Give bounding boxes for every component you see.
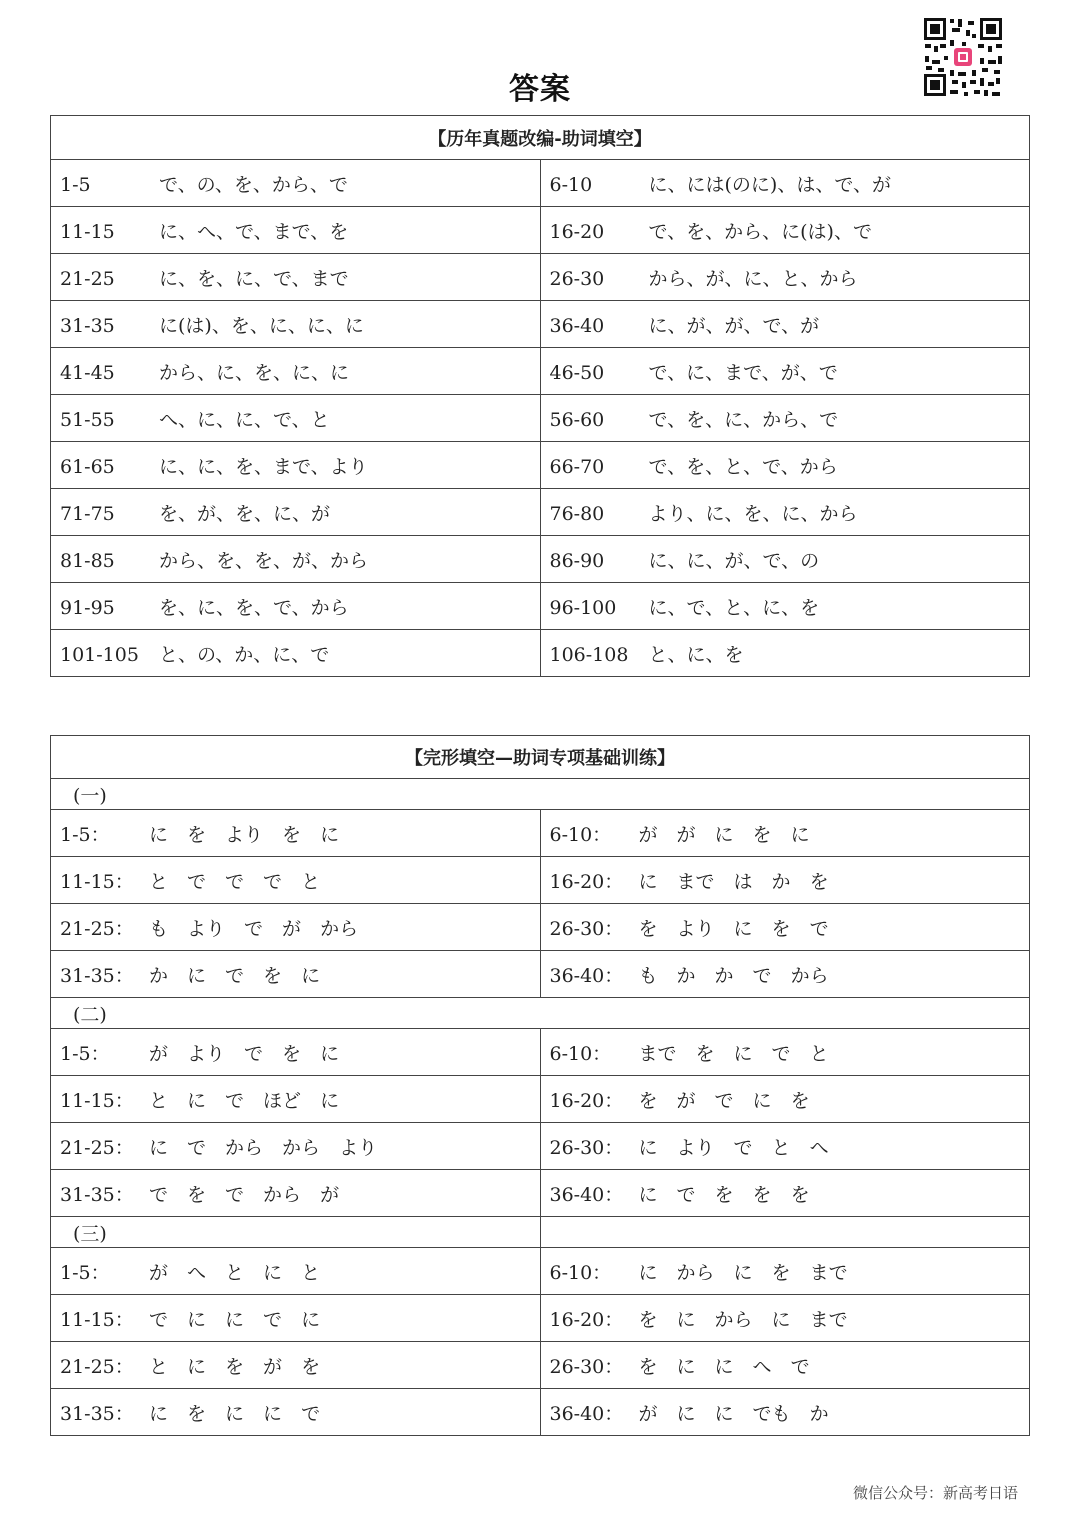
answer-text: と、に、を <box>648 643 744 666</box>
answer-word: が <box>676 1089 696 1112</box>
answer-text: で、を、から、に(は)、で <box>648 220 872 243</box>
answer-word: より <box>676 917 715 940</box>
answer-cell <box>51 904 541 951</box>
answer-word: に <box>301 964 321 987</box>
answer-word: へ <box>809 1136 829 1159</box>
answer-word: を <box>752 823 772 846</box>
answer-word: へ <box>752 1355 772 1378</box>
answer-word: に <box>733 1261 753 1284</box>
answer-word: を <box>225 1355 245 1378</box>
question-range: 66-70 <box>549 455 605 478</box>
table-row <box>51 254 1030 301</box>
answer-word: から <box>790 964 829 987</box>
question-range: 26-30： <box>549 1355 624 1378</box>
answer-cell <box>51 207 541 254</box>
answer-word: ほど <box>263 1089 302 1112</box>
answer-cell <box>540 1029 1030 1076</box>
table-row <box>51 395 1030 442</box>
answer-word: で <box>771 1042 791 1065</box>
answer-cell <box>540 301 1030 348</box>
answer-word: でも <box>752 1402 791 1425</box>
question-range: 16-20 <box>549 220 605 243</box>
answer-word: に <box>320 1042 340 1065</box>
answer-word: を <box>301 1355 321 1378</box>
answer-cell <box>51 951 541 998</box>
answer-word: が <box>149 1261 169 1284</box>
question-range: 11-15 <box>60 220 115 243</box>
question-range: 16-20： <box>549 870 624 893</box>
table-header-row <box>51 736 1030 779</box>
answer-word: より <box>187 917 226 940</box>
group-label: (一) <box>51 779 1030 810</box>
answer-cell <box>540 1170 1030 1217</box>
answer-text: から、が、に、と、から <box>648 267 858 290</box>
answer-word: を <box>771 917 791 940</box>
answer-word: を <box>638 1308 658 1331</box>
answer-text: から、を、を、が、から <box>159 549 369 572</box>
answer-word: で <box>149 1183 169 1206</box>
question-range: 6-10 <box>549 173 593 196</box>
answer-cell <box>51 489 541 536</box>
answer-cell <box>51 810 541 857</box>
answer-word: と <box>225 1261 245 1284</box>
answer-word: に <box>225 1402 245 1425</box>
answer-cell <box>540 904 1030 951</box>
answer-word: で <box>790 1355 810 1378</box>
empty-cell <box>540 1217 1030 1248</box>
answer-cell <box>51 254 541 301</box>
table-row <box>51 857 1030 904</box>
answer-word: を <box>187 1402 207 1425</box>
question-range: 61-65 <box>60 455 115 478</box>
answer-text: に、が、が、で、が <box>648 314 820 337</box>
answer-cell <box>51 1248 541 1295</box>
answer-word: が <box>282 917 302 940</box>
answer-text: に、で、と、に、を <box>648 596 820 619</box>
answer-word: と <box>301 870 321 893</box>
answer-cell <box>540 489 1030 536</box>
answer-word: で <box>225 1183 245 1206</box>
question-range: 41-45 <box>60 361 115 384</box>
cloze-answer-table <box>50 735 1030 1436</box>
answer-word: と <box>301 1261 321 1284</box>
question-range: 106-108 <box>549 643 629 666</box>
table-row <box>51 160 1030 207</box>
answer-word: か <box>809 1402 829 1425</box>
table-row <box>51 904 1030 951</box>
answer-word: を <box>638 1089 658 1112</box>
question-range: 26-30： <box>549 917 624 940</box>
question-range: 16-20： <box>549 1089 624 1112</box>
table-row <box>51 1342 1030 1389</box>
answer-word: が <box>320 1183 340 1206</box>
answer-word: より <box>339 1136 378 1159</box>
answer-word: に <box>771 1308 791 1331</box>
answer-word: に <box>320 1089 340 1112</box>
answer-word: に <box>733 917 753 940</box>
answer-cell <box>51 857 541 904</box>
table-row <box>51 951 1030 998</box>
answer-word: を <box>695 1042 715 1065</box>
answer-cell <box>51 1029 541 1076</box>
question-range: 46-50 <box>549 361 605 384</box>
answer-word: まで <box>638 1042 677 1065</box>
question-range: 71-75 <box>60 502 115 525</box>
answer-cell <box>540 857 1030 904</box>
question-range: 1-5 <box>60 173 91 196</box>
answer-cell <box>51 583 541 630</box>
answer-word: と <box>149 870 169 893</box>
question-range: 101-105 <box>60 643 139 666</box>
answer-cell <box>51 1342 541 1389</box>
answer-cell <box>540 348 1030 395</box>
answer-word: を <box>187 1183 207 1206</box>
answer-word: から <box>676 1261 715 1284</box>
answer-text: に、を、に、で、まで <box>159 267 349 290</box>
answer-text: に、に、を、まで、より <box>159 455 368 478</box>
answer-text: に、へ、で、まで、を <box>159 220 349 243</box>
answer-word: も <box>149 917 169 940</box>
answer-text: を、に、を、で、から <box>159 596 349 619</box>
answer-word: に <box>187 964 207 987</box>
answer-word: は <box>733 870 753 893</box>
question-range: 1-5： <box>60 1261 110 1284</box>
answer-word: に <box>187 1308 207 1331</box>
section-header: 【完形填空—助词专项基础训练】 <box>51 736 1030 779</box>
answer-word: か <box>771 870 791 893</box>
answer-text: で、を、に、から、で <box>648 408 839 431</box>
particle-answer-table <box>50 115 1030 677</box>
answer-word: に <box>301 1308 321 1331</box>
question-range: 11-15： <box>60 1308 134 1331</box>
group-label: (三) <box>51 1217 541 1248</box>
question-range: 1-5： <box>60 1042 110 1065</box>
question-range: 11-15： <box>60 870 134 893</box>
table-row <box>51 1248 1030 1295</box>
table-row <box>51 1295 1030 1342</box>
answer-cell <box>540 1295 1030 1342</box>
answer-word: に <box>638 1136 658 1159</box>
answer-word: で <box>187 1136 207 1159</box>
footer-credit: 微信公众号：新高考日语 <box>852 1484 1018 1502</box>
answer-text: に(は)、を、に、に、に <box>159 314 364 337</box>
group-label-row <box>51 779 1030 810</box>
table-row <box>51 207 1030 254</box>
answer-word: に <box>225 1308 245 1331</box>
answer-cell <box>540 1342 1030 1389</box>
answer-cell <box>51 301 541 348</box>
answer-word: が <box>638 1402 658 1425</box>
answer-word: で <box>714 1089 734 1112</box>
answer-word: と <box>771 1136 791 1159</box>
question-range: 56-60 <box>549 408 605 431</box>
answer-word: に <box>714 1355 734 1378</box>
answer-cell <box>51 1170 541 1217</box>
answer-word: で <box>225 964 245 987</box>
answer-cell <box>540 630 1030 677</box>
answer-cell <box>51 160 541 207</box>
answer-cell <box>540 951 1030 998</box>
answer-word: か <box>149 964 169 987</box>
table-header-row <box>51 116 1030 160</box>
answer-word: を <box>790 1183 810 1206</box>
question-range: 11-15： <box>60 1089 134 1112</box>
answer-word: に <box>676 1355 696 1378</box>
answer-word: で <box>733 1136 753 1159</box>
answer-cell <box>540 207 1030 254</box>
table-row <box>51 1076 1030 1123</box>
answer-word: と <box>149 1355 169 1378</box>
answer-cell <box>51 1123 541 1170</box>
answer-word: を <box>282 1042 302 1065</box>
answer-word: で <box>187 870 207 893</box>
answer-word: より <box>225 823 264 846</box>
answer-word: に <box>149 823 169 846</box>
answer-cell <box>51 348 541 395</box>
answer-word: が <box>149 1042 169 1065</box>
question-range: 1-5： <box>60 823 110 846</box>
answer-text: から、に、を、に、に <box>159 361 350 384</box>
answer-text: で、を、と、で、から <box>648 455 838 478</box>
answer-cell <box>540 160 1030 207</box>
answer-word: を <box>790 1089 810 1112</box>
answer-text: を、が、を、に、が <box>159 502 331 525</box>
table-row <box>51 301 1030 348</box>
group-label-row <box>51 1217 1030 1248</box>
answer-word: から <box>282 1136 321 1159</box>
answer-word: まで <box>809 1261 848 1284</box>
answer-word: より <box>676 1136 715 1159</box>
question-range: 36-40： <box>549 964 624 987</box>
answer-cell <box>51 395 541 442</box>
answer-cell <box>540 1123 1030 1170</box>
question-range: 31-35 <box>60 314 115 337</box>
answer-text: に、には(のに)、は、で、が <box>648 173 891 196</box>
answer-word: を <box>282 823 302 846</box>
answer-word: を <box>263 964 283 987</box>
answer-word: を <box>638 1355 658 1378</box>
answer-cell <box>540 1389 1030 1436</box>
answer-word: を <box>809 870 829 893</box>
answer-word: から <box>714 1308 753 1331</box>
group-label-row <box>51 998 1030 1029</box>
answer-word: から <box>225 1136 264 1159</box>
answer-word: に <box>149 1136 169 1159</box>
answer-cell <box>51 442 541 489</box>
answer-word: と <box>149 1089 169 1112</box>
answer-cell <box>51 630 541 677</box>
answer-word: に <box>187 1089 207 1112</box>
table-row <box>51 348 1030 395</box>
answer-word: で <box>263 870 283 893</box>
answer-cell <box>540 536 1030 583</box>
answer-word: に <box>638 870 658 893</box>
answer-word: に <box>676 1402 696 1425</box>
question-range: 21-25： <box>60 1355 134 1378</box>
question-range: 36-40： <box>549 1402 624 1425</box>
answer-word: で <box>676 1183 696 1206</box>
table-row <box>51 442 1030 489</box>
table-row <box>51 1389 1030 1436</box>
answer-word: で <box>149 1308 169 1331</box>
question-range: 51-55 <box>60 408 115 431</box>
qr-code-icon <box>922 16 1004 98</box>
page-title: 答案 <box>509 72 571 107</box>
answer-text: へ、に、に、で、と <box>159 408 330 431</box>
answer-word: に <box>714 1402 734 1425</box>
answer-cell <box>540 395 1030 442</box>
answer-cell <box>540 254 1030 301</box>
answer-word: で <box>244 917 264 940</box>
question-range: 96-100 <box>549 596 617 619</box>
answer-word: に <box>790 823 810 846</box>
answer-word: に <box>638 1183 658 1206</box>
question-range: 6-10： <box>549 1042 612 1065</box>
question-range: 26-30 <box>549 267 605 290</box>
answer-cell <box>51 1389 541 1436</box>
answer-word: に <box>149 1402 169 1425</box>
answer-cell <box>51 1076 541 1123</box>
question-range: 31-35： <box>60 1183 134 1206</box>
answer-cell <box>540 583 1030 630</box>
question-range: 36-40 <box>549 314 605 337</box>
answer-word: より <box>187 1042 226 1065</box>
answer-word: で <box>301 1402 321 1425</box>
answer-word: から <box>263 1183 302 1206</box>
answer-word: に <box>638 1261 658 1284</box>
answer-word: まで <box>676 870 715 893</box>
answer-word: が <box>263 1355 283 1378</box>
table-row <box>51 810 1030 857</box>
question-range: 36-40： <box>549 1183 624 1206</box>
question-range: 31-35： <box>60 964 134 987</box>
answer-word: に <box>714 823 734 846</box>
answer-cell <box>540 442 1030 489</box>
answer-word: を <box>714 1183 734 1206</box>
answer-word: が <box>638 823 658 846</box>
table-row <box>51 583 1030 630</box>
question-range: 31-35： <box>60 1402 134 1425</box>
answer-text: に、に、が、で、の <box>648 549 820 572</box>
answer-word: に <box>187 1355 207 1378</box>
answer-word: が <box>676 823 696 846</box>
answer-word: で <box>225 1089 245 1112</box>
section-header: 【历年真题改编-助词填空】 <box>51 116 1030 160</box>
answer-word: に <box>320 823 340 846</box>
question-range: 16-20： <box>549 1308 624 1331</box>
answer-text: より、に、を、に、から <box>648 502 858 525</box>
question-range: 86-90 <box>549 549 605 572</box>
answer-word: で <box>809 917 829 940</box>
table-row <box>51 630 1030 677</box>
answer-word: から <box>320 917 359 940</box>
answer-word: も <box>638 964 658 987</box>
question-range: 6-10： <box>549 1261 612 1284</box>
question-range: 21-25： <box>60 1136 134 1159</box>
table-row <box>51 1170 1030 1217</box>
table-row <box>51 1123 1030 1170</box>
question-range: 21-25 <box>60 267 115 290</box>
answer-text: で、に、まで、が、で <box>648 361 838 384</box>
answer-cell <box>540 810 1030 857</box>
question-range: 6-10： <box>549 823 612 846</box>
answer-word: まで <box>809 1308 848 1331</box>
answer-word: へ <box>187 1261 207 1284</box>
answer-word: で <box>225 870 245 893</box>
answer-word: で <box>244 1042 264 1065</box>
answer-word: か <box>676 964 696 987</box>
answer-text: と、の、か、に、で <box>159 643 330 666</box>
answer-word: を <box>638 917 658 940</box>
group-label: (二) <box>51 998 1030 1029</box>
answer-word: に <box>676 1308 696 1331</box>
question-range: 81-85 <box>60 549 115 572</box>
question-range: 76-80 <box>549 502 605 525</box>
answer-word: と <box>809 1042 829 1065</box>
answer-cell <box>51 1295 541 1342</box>
table-row <box>51 489 1030 536</box>
answer-cell <box>51 536 541 583</box>
table-row <box>51 1029 1030 1076</box>
answer-word: に <box>263 1402 283 1425</box>
answer-word: を <box>187 823 207 846</box>
answer-text: で、の、を、から、で <box>159 173 348 196</box>
answer-word: か <box>714 964 734 987</box>
answer-word: を <box>771 1261 791 1284</box>
answer-word: で <box>752 964 772 987</box>
answer-word: に <box>733 1042 753 1065</box>
question-range: 21-25： <box>60 917 134 940</box>
answer-word: に <box>263 1261 283 1284</box>
table-row <box>51 536 1030 583</box>
question-range: 91-95 <box>60 596 115 619</box>
question-range: 26-30： <box>549 1136 624 1159</box>
answer-word: を <box>752 1183 772 1206</box>
answer-word: で <box>263 1308 283 1331</box>
answer-cell <box>540 1248 1030 1295</box>
answer-word: に <box>752 1089 772 1112</box>
answer-cell <box>540 1076 1030 1123</box>
